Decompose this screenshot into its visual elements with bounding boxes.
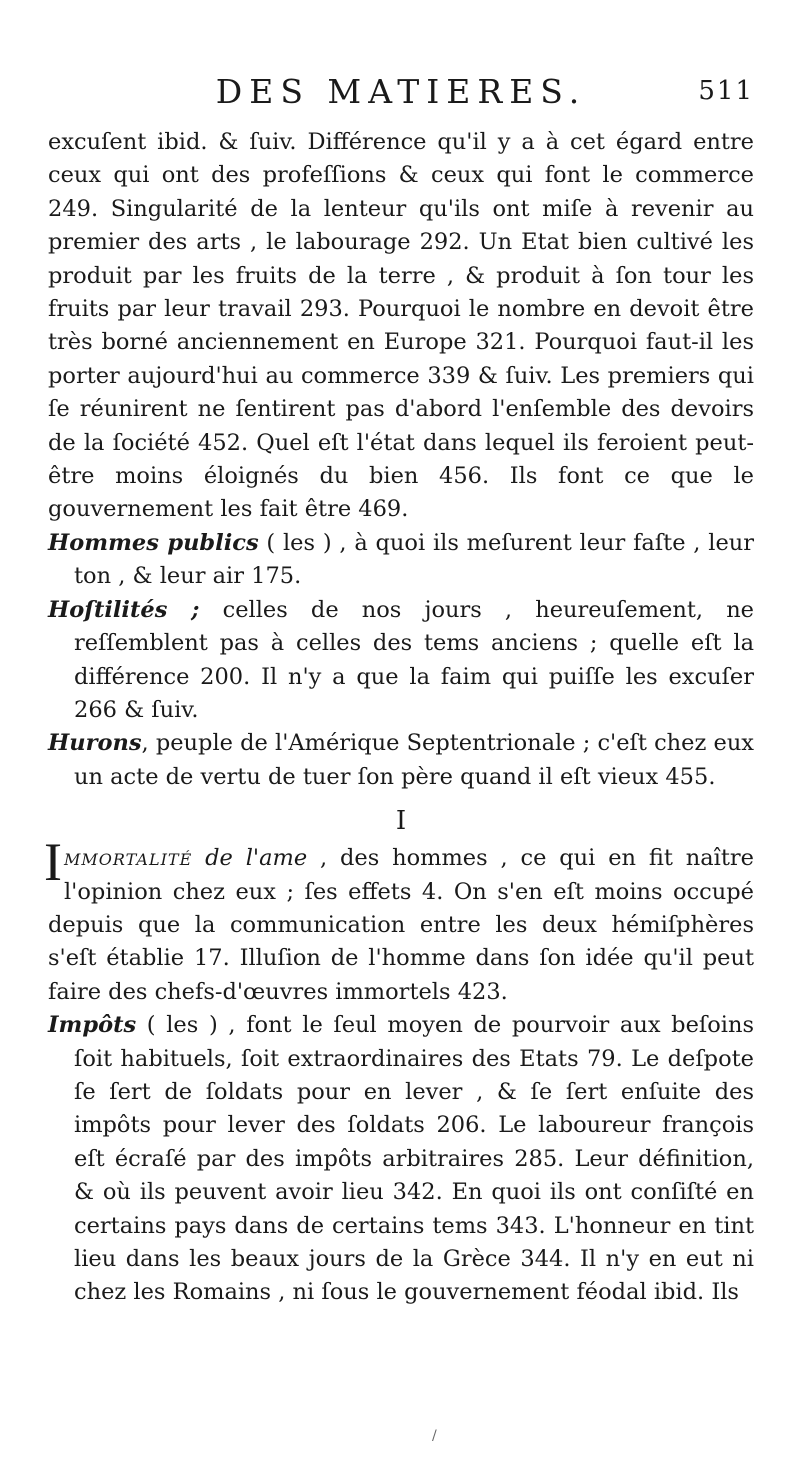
entry-text: , des hommes , ce qui en fit naître l'opinion chez eux ; ſes effets 4. On s'en eſt moins occupé depuis que la communication entre les deux hémiſphères s'eſt établie 17. Illuſion de l'homme dans ſon idée qu'il peut faire des chefs-d'œuvres immortels 423. [48, 845, 754, 1005]
entry-text: , peuple de l'Amérique Septentrionale ; c'eſt chez eux un acte de vertu de tuer ſon père quand il eſt vieux 455. [74, 730, 754, 790]
index-text [44, 126, 755, 1310]
index-entry-hommes-publics [48, 527, 754, 594]
footer-mark: / [432, 1428, 437, 1444]
page-number: 511 [698, 76, 754, 106]
headword: Hurons [48, 730, 142, 757]
headword: mmortalité [63, 845, 193, 872]
continuation-text: excuſent ibid. & ſuiv. Différence qu'il y a à cet égard entre ceux qui ont des profeſſions & ceux qui font le commerce 249. Singularité de la lenteur qu'ils ont miſe à revenir au premier des arts , le labourage 292. Un Etat bien cultivé les produit par les fruits de la terre , & produit à ſon tour les fruits par leur travail 293. Pourquoi le nombre en devoit être très borné anciennement en Europe 321. Pourquoi faut-il les porter aujourd'hui au commerce 339 & ſuiv. Les premiers qui ſe réunirent ne ſentirent pas d'abord l'enſemble des devoirs de la ſociété 452. Quel eſt l'état dans lequel ils feroient peut-être moins éloignés du bien 456. Ils font ce que le gouvernement les fait être 469. [48, 129, 754, 523]
headword: Hommes publics [48, 529, 259, 556]
drop-cap: I [44, 832, 62, 893]
index-entry-hurons [48, 727, 754, 794]
section-letter: I [395, 806, 407, 837]
index-entry-hostilites [48, 594, 754, 728]
headword: Impôts [48, 1012, 137, 1039]
headword: Hoſtilités ; [48, 596, 200, 623]
headword-italic: de l'ame [192, 845, 308, 872]
entry-text: ( les ) , font le ſeul moyen de pourvoir aux beſoins ſoit habituels, ſoit extraordinaires des Etats 79. Le deſpote ſe ſert de ſoldats pour en lever , & ſe ſert enſuite des impôts pour lever des ſoldats 206. Le laboureur françois eſt écraſé par des impôts arbitraires 285. Leur définition, & où ils peuvent avoir lieu 342. En quoi ils ont conſiſté en certains pays dans de certains tems 343. L'honneur en tint lieu dans les beaux jours de la Grèce 344. Il n'y en eut ni chez les Romains , ni ſous le gouvernement féodal ibid. Ils [74, 1012, 754, 1306]
entry-text: ( les ) , à quoi ils meſurent leur faſte , leur ton , & leur air 175. [74, 529, 755, 590]
page-title: DES MATIERES. [215, 72, 587, 111]
entry-continuation [48, 126, 754, 527]
entry-text: celles de nos jours , heureuſement, ne reſſemblent pas à celles des tems anciens ; quelle eſt la différence 200. Il n'y a que la faim qui puiſſe les excuſer 266 & ſuiv. [74, 596, 754, 723]
index-entry-immortalite [44, 832, 754, 1009]
index-entry-impots [48, 1009, 754, 1310]
running-header [48, 72, 754, 118]
